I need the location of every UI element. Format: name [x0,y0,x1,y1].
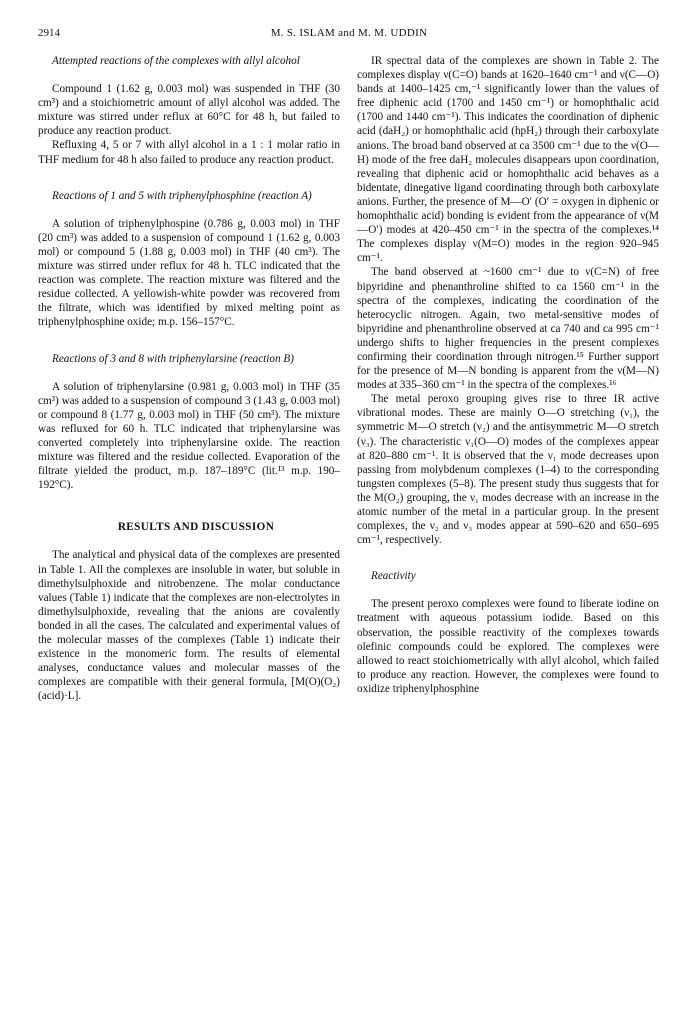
paragraph-reaction-a: A solution of triphenylphospine (0.786 g, 0.003 mol) in THF (20 cm³) was added to a suspension of compound 1 (1.62 g, 0.003 mol) or compound 5 (1.88 g, 0.003 mol) in THF (40 cm³). The mixture was stirred under reflux for 48 h. TLC indicated that the reaction was complete. The reaction mixture was filtered and the residue collected. A yellowish-white powder was recovered from the filtrate, which was identified by mixed melting point as triphenylphosphine oxide; m.p. 156–157°C. [38,217,340,329]
heading-reaction-a: Reactions of 1 and 5 with triphenylphosphine (reaction A) [52,189,312,202]
heading-reactivity: Reactivity [371,570,416,583]
section-heading-results: RESULTS AND DISCUSSION [117,521,275,534]
running-title: M. S. ISLAM and M. M. UDDIN [270,27,428,39]
heading-reaction-b: Reactions of 3 and 8 with triphenylarsine (reaction B) [52,352,294,365]
right-column [357,54,659,696]
paragraph-refluxing: Refluxing 4, 5 or 7 with allyl alcohol in a 1 : 1 molar ratio in THF medium for 48 h also failed to produce any reaction product. [38,139,340,166]
left-column [38,54,340,703]
paragraph-reactivity: The present peroxo complexes were found to liberate iodine on treatment with aqueous potassium iodide. Based on this observation, the possible reactivity of the complexes towards olefinic compounds could be explored. The complexes were allowed to react stoichiometrically with allyl alcohol, which failed to produce any reaction. However, the complexes were found to oxidize triphenylphosphine [357,598,659,695]
paragraph-peroxo: The metal peroxo grouping gives rise to three IR active vibrational modes. These are mainly O—O stretching (ν₁), the symmetric M—O stretch (ν₂) and the antisymmetric M—O stretch (ν₃). The characteristic ν₁(O—O) modes of the complexes appear at 820–880 cm⁻¹. It is observed that the ν₁ mode decreases upon passing from molybdenum complexes (1–4) to the corresponding tungsten complexes (5–8). The present study thus suggests that for the M(O₂) grouping, the ν₁ modes decrease with an increase in the atomic number of the metal in a particular group. In the present complexes, the ν₂ and ν₃ modes appear at 590–620 and 650–695 cm⁻¹, respectively. [357,393,659,547]
heading-allyl-alcohol: Attempted reactions of the complexes with allyl alcohol [52,55,300,67]
page-number: 2914 [38,27,60,39]
paragraph-ir-spectra: IR spectral data of the complexes are shown in Table 2. The complexes display ν(C=O) bands at 1620–1640 cm⁻¹ and ν(C—O) bands at 1400–1425 cm,⁻¹ significantly lower than the values of free diphenic acid (1700 and 1450 cm⁻¹) or homophthalic acid (1700 and 1440 cm⁻¹). This indicates the coordination of diphenic acid (daH₂) or homophthalic acid (hpH₂) through their carboxylate anions. The broad band observed at ca 3500 cm⁻¹ due to the ν(O—H) mode of the free daH₂ molecules disappears upon coordination, revealing that diphenic acid or homophthalic acid behaves as a bidentate, dinegative ligand coordinating through both carboxylate anions. Further, the presence of M—O′ (O′ = oxygen in diphenic or homophthalic acid) bonding is evident from the appearance of ν(M—O′) modes at 420–450 cm⁻¹ in the spectra of the complexes.¹⁴ The complexes display ν(M=O) modes in the region 920–945 cm⁻¹. [357,55,659,265]
paragraph-reaction-b: A solution of triphenylarsine (0.981 g, 0.003 mol) in THF (35 cm³) was added to a suspension of compound 3 (1.43 g, 0.003 mol) or compound 8 (1.77 g, 0.003 mol) in THF (50 cm³). The mixture was refluxed for 60 h. TLC indicated that triphenylarsine was converted completely into triphenylarsine oxide. The reaction mixture was filtered and the residue collected. Evaporation of the filtrate yielded the product, m.p. 187–189°C (lit.¹³ m.p. 190–192°C). [38,380,340,492]
paragraph-cn-band: The band observed at ~1600 cm⁻¹ due to ν(C=N) of free bipyridine and phenanthroline shifted to ca 1560 cm⁻¹ in the spectra of the complexes, indicating the coordination of the heterocyclic nitrogen. Again, two metal-sensitive modes of bipyridine and phenanthroline observed at ca 740 and ca 995 cm⁻¹ undergo shifts to higher frequencies in the present complexes confirming their coordination through nitrogen.¹⁵ Further support for the presence of M—N bonding is apparent from the ν(M—N) modes at 335–360 cm⁻¹ in the spectra of the complexes.¹⁶ [357,266,659,392]
page-header [38,27,660,43]
paragraph-compound-1: Compound 1 (1.62 g, 0.003 mol) was suspended in THF (30 cm³) and a stoichiometric amount of allyl alcohol was added. The mixture was stirred under reflux at 60°C for 48 h, but failed to produce any reaction product. [38,83,340,138]
paragraph-results: The analytical and physical data of the complexes are presented in Table 1. All the complexes are insoluble in water, but soluble in dimethylsulphoxide and nitrobenzene. The molar conductance values (Table 1) indicate that the complexes are non-electrolytes in dimethylsulphoxide, revealing that the anions are covalently bonded in all the cases. The calculated and experimental values of the molecular masses of the complexes (Table 1) indicate their existence in the monomeric form. The results of elemental analyses, conductance values and molecular masses of the complexes are compatible with their general formula, [M(O)(O₂)(acid)·L]. [38,549,340,703]
